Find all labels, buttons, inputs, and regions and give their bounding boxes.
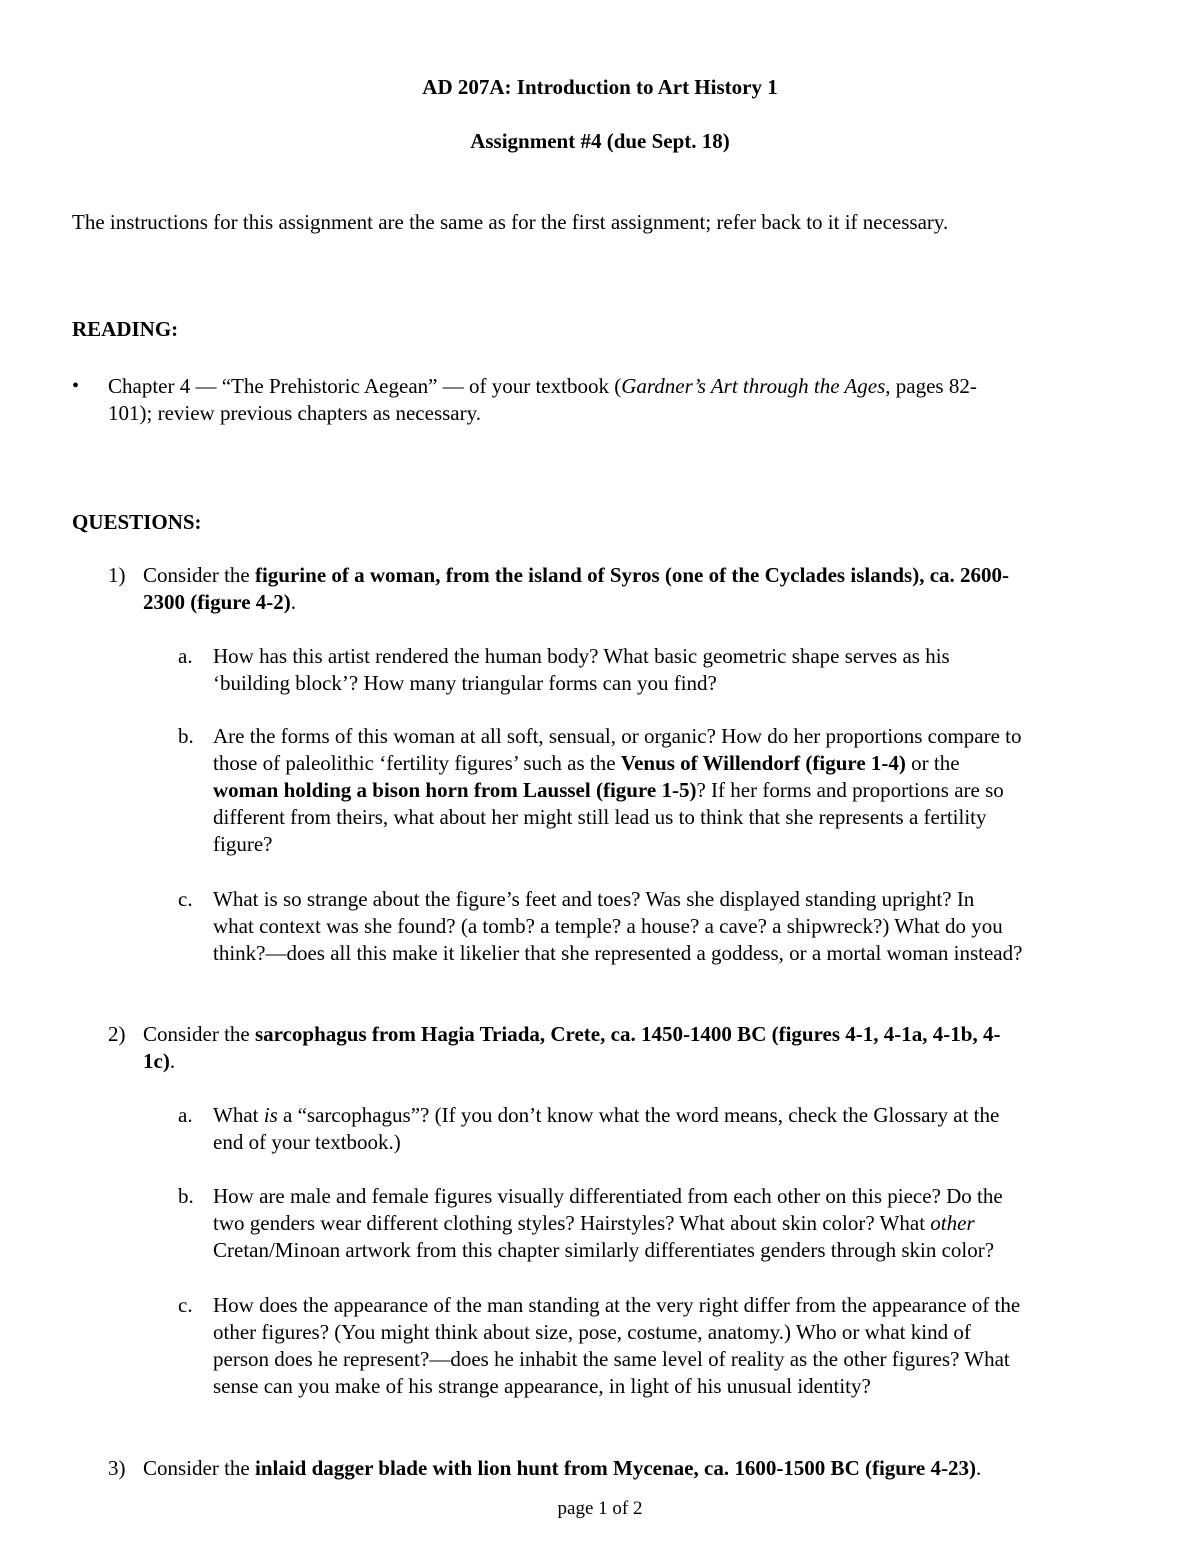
question-text: Consider the bbox=[143, 563, 255, 587]
question-1-number: 1) bbox=[108, 563, 126, 587]
question-text: Consider the bbox=[143, 1456, 255, 1480]
question-2c-line-3: person does he represent?—does he inhabit the same level of reality as the other figures? What bbox=[213, 1347, 1010, 1371]
question-2a-line-2: end of your textbook.) bbox=[213, 1130, 401, 1154]
question-1c-line-2: what context was she found? (a tomb? a temple? a house? a cave? a shipwreck?) What do you bbox=[213, 914, 1003, 938]
question-2b-line-1: How are male and female figures visually differentiated from each other on this piece? Do the bbox=[213, 1184, 1003, 1208]
question-1b-line-5: figure? bbox=[213, 832, 273, 856]
artwork-name: 1c) bbox=[143, 1049, 170, 1073]
question-1b-line-1: Are the forms of this woman at all soft, sensual, or organic? How do her proportions compare to bbox=[213, 724, 1022, 748]
punctuation: . bbox=[169, 1049, 176, 1073]
question-1c-line-1: What is so strange about the figure’s feet and toes? Was she displayed standing upright? In bbox=[213, 887, 975, 911]
question-2c-line-4: sense can you make of his strange appearance, in light of his unusual identity? bbox=[213, 1374, 871, 1398]
question-2-line-2 bbox=[143, 1048, 175, 1075]
punctuation: . bbox=[975, 1456, 982, 1480]
question-2c-line-2: other figures? (You might think about size, pose, costume, anatomy.) Who or what kind of bbox=[213, 1320, 971, 1344]
question-1c-letter: c. bbox=[178, 887, 193, 911]
question-1b-letter: b. bbox=[178, 724, 194, 748]
questions-heading: QUESTIONS: bbox=[72, 510, 202, 534]
artwork-name: Venus of Willendorf (figure 1-4) bbox=[620, 751, 906, 775]
question-text: or the bbox=[905, 751, 960, 775]
question-1b-line-4: different from theirs, what about her might still lead us to think that she represents a fertility bbox=[213, 805, 987, 829]
question-2a-letter: a. bbox=[178, 1103, 193, 1127]
question-text: What bbox=[213, 1103, 264, 1127]
page-footer: page 1 of 2 bbox=[557, 1498, 643, 1519]
textbook-title: Gardner’s Art through the Ages bbox=[621, 374, 886, 398]
artwork-name: sarcophagus from Hagia Triada, Crete, ca. 1450-1400 BC (figures 4-1, 4-1a, 4-1b, 4- bbox=[254, 1022, 1001, 1046]
question-2-line-1 bbox=[143, 1021, 1000, 1048]
question-3-number: 3) bbox=[108, 1456, 126, 1480]
question-2-number: 2) bbox=[108, 1022, 126, 1046]
question-3-line-1 bbox=[143, 1455, 981, 1482]
reading-line-1 bbox=[108, 373, 977, 400]
question-text: a “sarcophagus”? (If you don’t know what the word means, check the Glossary at the bbox=[277, 1103, 1000, 1127]
question-1a-letter: a. bbox=[178, 644, 193, 668]
reading-heading: READING: bbox=[72, 317, 179, 341]
question-2a-line-1 bbox=[213, 1102, 999, 1129]
course-title: AD 207A: Introduction to Art History 1 bbox=[422, 75, 778, 99]
question-2c-line-1: How does the appearance of the man standing at the very right differ from the appearance of the bbox=[213, 1293, 1021, 1317]
question-2b-letter: b. bbox=[178, 1184, 194, 1208]
question-1b-line-3 bbox=[213, 777, 1004, 804]
question-2c-letter: c. bbox=[178, 1293, 193, 1317]
question-1a-line-1: How has this artist rendered the human body? What basic geometric shape serves as his bbox=[213, 644, 950, 668]
question-1a-line-2: ‘building block’? How many triangular forms can you find? bbox=[213, 671, 717, 695]
artwork-name: woman holding a bison horn from Laussel (figure 1-5) bbox=[213, 778, 697, 802]
assignment-title: Assignment #4 (due Sept. 18) bbox=[470, 129, 730, 153]
question-2b-line-3: Cretan/Minoan artwork from this chapter similarly differentiates genders through skin color? bbox=[213, 1238, 995, 1262]
artwork-name: 2300 (figure 4-2) bbox=[143, 590, 291, 614]
question-2b-line-2 bbox=[213, 1210, 975, 1237]
intro-text: The instructions for this assignment are the same as for the first assignment; refer back to it if necessary. bbox=[72, 210, 949, 234]
reading-pages: , pages 82- bbox=[885, 374, 977, 398]
question-text: ? If her forms and proportions are so bbox=[696, 778, 1004, 802]
question-text: two genders wear different clothing styles? Hairstyles? What about skin color? What bbox=[213, 1211, 931, 1235]
artwork-name: figurine of a woman, from the island of Syros (one of the Cyclades islands), ca. 2600- bbox=[254, 563, 1010, 587]
question-1b-line-2 bbox=[213, 750, 960, 777]
question-1-line-2 bbox=[143, 589, 296, 616]
question-text: those of paleolithic ‘fertility figures’ such as the bbox=[213, 751, 621, 775]
question-1-line-1 bbox=[143, 562, 1009, 589]
artwork-name: inlaid dagger blade with lion hunt from Mycenae, ca. 1600-1500 BC (figure 4-23) bbox=[254, 1456, 976, 1480]
question-1c-line-3: think?—does all this make it likelier that she represented a goddess, or a mortal woman instead? bbox=[213, 941, 1023, 965]
question-text: Consider the bbox=[143, 1022, 255, 1046]
reading-bullet: • bbox=[72, 375, 80, 397]
reading-line-2: 101); review previous chapters as necessary. bbox=[108, 401, 481, 425]
punctuation: . bbox=[290, 590, 296, 614]
emphasis: is bbox=[263, 1103, 278, 1127]
reading-text: Chapter 4 — “The Prehistoric Aegean” — of your textbook ( bbox=[108, 374, 622, 398]
emphasis: other bbox=[930, 1211, 975, 1235]
